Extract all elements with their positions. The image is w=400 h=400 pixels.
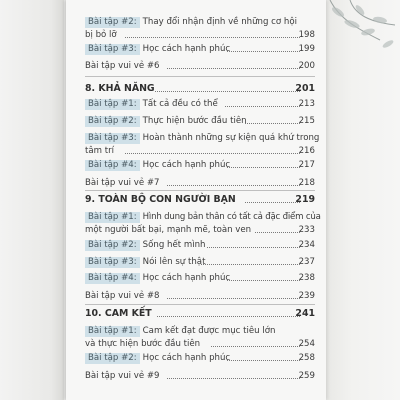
page-number: 199: [298, 44, 315, 54]
page-number: 217: [298, 160, 315, 170]
chapter-heading: [85, 308, 315, 320]
page-number: 213: [298, 99, 315, 109]
entry-title-continued: và thực hiện bước đầu tiên: [85, 339, 201, 349]
entry-title: Tất cả đều có thể: [142, 99, 218, 109]
exercise-tag: Bài tập #1:: [85, 212, 140, 223]
entry-title: Sống hết mình: [142, 240, 206, 250]
exercise-tag: Bài tập #3:: [85, 133, 140, 144]
exercise-tag: Bài tập #2:: [85, 17, 140, 28]
entry-title-continued: bị bỏ lỡ: [85, 30, 117, 40]
page-number: 239: [298, 291, 315, 301]
chapter-heading: [85, 194, 315, 206]
entry-title: Bài tập vui vẻ #9: [85, 371, 160, 381]
background-left: [0, 0, 64, 400]
toc-entry: [85, 239, 315, 251]
toc-entry: [85, 211, 321, 223]
page-number: 241: [295, 308, 315, 319]
page-number: 237: [298, 257, 315, 267]
exercise-tag: Bài tập #4:: [85, 273, 140, 284]
toc-entry: [85, 177, 315, 189]
divider: [85, 304, 315, 305]
chapter-heading: [85, 83, 315, 95]
exercise-tag: Bài tập #2:: [85, 240, 140, 251]
chapter-title: 8. KHẢ NĂNG: [85, 83, 155, 94]
exercise-tag: Bài tập #4:: [85, 160, 140, 171]
page-number: 201: [295, 83, 315, 94]
toc-entry-continuation: [85, 338, 315, 350]
page-number: 219: [295, 194, 315, 205]
chapter-title: 9. TOÀN BỘ CON NGƯỜI BẠN: [85, 194, 236, 205]
exercise-tag: Bài tập #3:: [85, 257, 140, 268]
page-number: 258: [298, 353, 315, 363]
toc-entry: [85, 272, 315, 284]
entry-title: Thay đổi nhận định về những cơ hội: [142, 17, 297, 27]
toc-entry-continuation: [85, 224, 315, 236]
entry-title-continued: tâm trí: [85, 146, 115, 156]
page-number: 259: [298, 371, 315, 381]
page-number: 200: [298, 61, 315, 71]
toc-entry-continuation: [85, 145, 315, 157]
exercise-tag: Bài tập #3:: [85, 44, 140, 55]
toc-entry: [85, 132, 320, 144]
exercise-tag: Bài tập #1:: [85, 326, 140, 337]
entry-title: Học cách hạnh phúc: [142, 44, 231, 54]
toc-entry: [85, 370, 315, 382]
toc-entry: [85, 290, 315, 302]
page-number: 218: [298, 178, 315, 188]
page-number: 215: [298, 116, 315, 126]
toc-entry: [85, 115, 315, 127]
entry-title: Hình dung bản thân có tất cả đặc điểm của: [142, 212, 321, 222]
page-number: 234: [298, 240, 315, 250]
toc-entry-continuation: [85, 29, 315, 41]
page-number: 233: [298, 225, 315, 235]
entry-title: Nói lên sự thật: [142, 257, 206, 267]
exercise-tag: Bài tập #2:: [85, 353, 140, 364]
chapter-title: 10. CAM KẾT: [85, 308, 152, 319]
entry-title: Hoàn thành những sự kiện quá khứ trong: [142, 133, 320, 143]
toc-entry: [85, 352, 315, 364]
toc-entry: [85, 43, 315, 55]
entry-title: Cam kết đạt được mục tiêu lớn: [142, 326, 276, 336]
page-number: 216: [298, 146, 315, 156]
toc-entry: [85, 16, 315, 28]
toc-entry: [85, 159, 315, 171]
entry-title: Thực hiện bước đầu tiên: [142, 116, 247, 126]
exercise-tag: Bài tập #1:: [85, 99, 140, 110]
entry-title-continued: một người bất bại, mạnh mẽ, toàn ven: [85, 225, 252, 235]
divider: [85, 76, 315, 77]
entry-title: Bài tập vui vẻ #6: [85, 61, 160, 71]
toc-entry: [85, 60, 315, 72]
toc-entry: [85, 98, 315, 110]
entry-title: Học cách hạnh phúc: [142, 353, 231, 363]
toc-entry: [85, 325, 315, 337]
exercise-tag: Bài tập #2:: [85, 116, 140, 127]
toc-entry: [85, 256, 315, 268]
page-number: 238: [298, 273, 315, 283]
entry-title: Học cách hạnh phúc: [142, 273, 231, 283]
entry-title: Bài tập vui vẻ #7: [85, 178, 160, 188]
page-number: 254: [298, 339, 315, 349]
entry-title: Bài tập vui vẻ #8: [85, 291, 160, 301]
entry-title: Học cách hạnh phúc: [142, 160, 231, 170]
divider: [85, 190, 315, 191]
page-number: 198: [298, 30, 315, 40]
